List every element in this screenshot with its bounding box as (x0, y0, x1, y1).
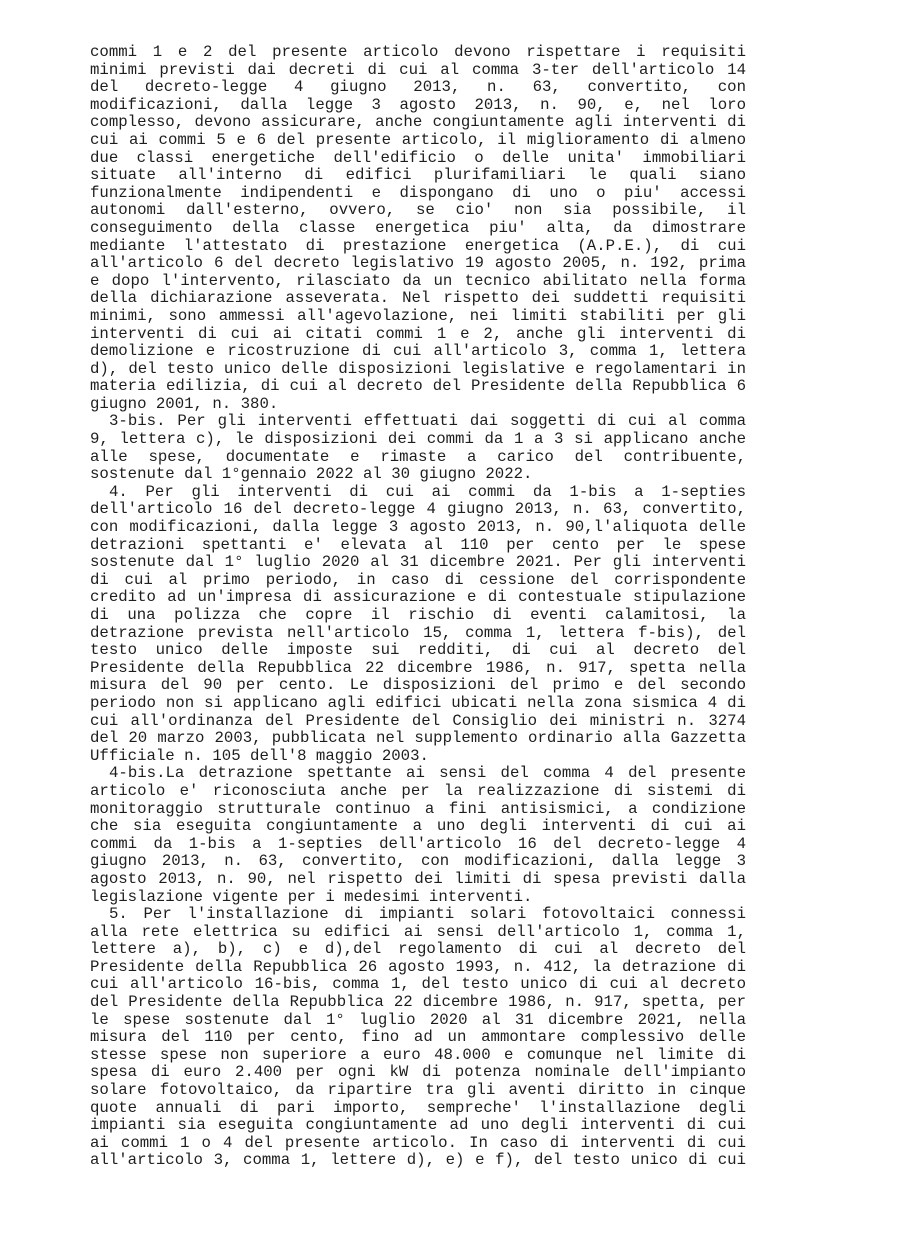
text-line: alle spese, documentate e rimaste a carico del contribuente, (90, 447, 746, 466)
text-line: di una polizza che copre il rischio di eventi calamitosi, la (90, 606, 746, 624)
text-line: 5. Per l'installazione di impianti solari fotovoltaici connessi (109, 905, 746, 924)
text-line: monitoraggio strutturale continuo a fini antisismici, a condizione (90, 799, 746, 818)
text-line: interventi di cui ai citati commi 1 e 2, anche gli interventi di (90, 324, 746, 343)
text-line: cui all'articolo 16-bis, comma 1, del testo unico di cui al decreto (90, 975, 746, 994)
text-line: misura del 90 per cento. Le disposizioni del primo e del secondo (90, 676, 746, 695)
text-line: all'articolo 6 del decreto legislativo 19 agosto 2005, n. 192, prima (90, 254, 746, 273)
text-line: del Presidente della Repubblica 22 dicembre 1986, n. 917, spetta, per (90, 993, 746, 1012)
legal-text-block (90, 44, 746, 1170)
text-line: di cui al primo periodo, in caso di cessione del corrispondente (90, 570, 746, 589)
text-line: 3-bis. Per gli interventi effettuati dai soggetti di cui al comma (109, 412, 746, 431)
text-line: complesso, devono assicurare, anche congiuntamente agli interventi di (90, 113, 746, 132)
text-line: materia edilizia, di cui al decreto del Presidente della Repubblica 6 (90, 377, 746, 396)
text-line: sostenute dal 1°gennaio 2022 al 30 giugno 2022. (90, 465, 533, 484)
text-line: due classi energetiche dell'edificio o delle unita' immobiliari (90, 148, 746, 167)
text-line: commi da 1-bis a 1-septies dell'articolo 16 del decreto-legge 4 (90, 834, 746, 853)
text-line: demolizione e ricostruzione di cui all'articolo 3, comma 1, lettera (90, 342, 746, 361)
text-line: credito ad un'impresa di assicurazione e di contestuale stipulazione (90, 588, 746, 607)
text-line: le spese sostenute dal 1° luglio 2020 al 31 dicembre 2021, nella (90, 1010, 746, 1029)
text-line: Presidente della Repubblica 26 agosto 1993, n. 412, la detrazione di (90, 957, 746, 976)
text-line: articolo e' riconosciuta anche per la realizzazione di sistemi di (90, 781, 746, 800)
text-line: ai commi 1 o 4 del presente articolo. In caso di interventi di cui (90, 1133, 746, 1152)
text-line: testo unico delle imposte sui redditi, di cui al decreto del (90, 641, 746, 660)
text-line: cui all'ordinanza del Presidente del Consiglio dei ministri n. 3274 (90, 711, 746, 730)
text-line: solare fotovoltaico, da ripartire tra gli aventi diritto in cinque (90, 1081, 746, 1100)
text-line: modificazioni, dalla legge 3 agosto 2013, n. 90, e, nel loro (90, 95, 746, 114)
text-line: spesa di euro 2.400 per ogni kW di potenza nominale dell'impianto (90, 1063, 746, 1082)
text-line: che sia eseguita congiuntamente a uno degli interventi di cui ai (90, 817, 746, 836)
text-line: con modificazioni, dalla legge 3 agosto 2013, n. 90,l'aliquota delle (90, 518, 746, 537)
text-line: commi 1 e 2 del presente articolo devono rispettare i requisiti (90, 43, 746, 61)
text-line: conseguimento della classe energetica piu' alta, da dimostrare (90, 218, 746, 237)
text-line: situate all'interno di edifici plurifamiliari le quali siano (90, 166, 746, 185)
text-line: autonomi dall'esterno, ovvero, se cio' non sia possibile, il (90, 201, 746, 220)
text-line: all'articolo 3, comma 1, lettere d), e) e f), del testo unico di cui (90, 1151, 746, 1170)
text-line: minimi previsti dai decreti di cui al comma 3-ter dell'articolo 14 (90, 60, 746, 79)
text-line: giugno 2001, n. 380. (90, 394, 279, 413)
text-line: del 20 marzo 2003, pubblicata nel supplemento ordinario alla Gazzetta (90, 729, 746, 748)
text-line: Ufficiale n. 105 dell'8 maggio 2003. (90, 746, 429, 765)
text-line: 9, lettera c), le disposizioni dei commi da 1 a 3 si applicano anche (90, 430, 746, 449)
text-line: 4. Per gli interventi di cui ai commi da 1-bis a 1-septies (109, 482, 746, 501)
text-line: 4-bis.La detrazione spettante ai sensi del comma 4 del presente (109, 764, 746, 783)
text-line: del decreto-legge 4 giugno 2013, n. 63, convertito, con (90, 78, 746, 97)
text-line: Presidente della Repubblica 22 dicembre 1986, n. 917, spetta nella (90, 658, 746, 677)
text-line: periodo non si applicano agli edifici ubicati nella zona sismica 4 di (90, 693, 746, 712)
text-line: sostenute dal 1° luglio 2020 al 31 dicembre 2021. Per gli interventi (90, 553, 746, 572)
text-line: stesse spese non superiore a euro 48.000 e comunque nel limite di (90, 1045, 746, 1064)
text-line: giugno 2013, n. 63, convertito, con modificazioni, dalla legge 3 (90, 852, 746, 871)
text-line: detrazione prevista nell'articolo 15, comma 1, lettera f-bis), del (90, 623, 746, 642)
text-line: d), del testo unico delle disposizioni legislative e regolamentari in (90, 359, 746, 378)
text-line: cui ai commi 5 e 6 del presente articolo, il miglioramento di almeno (90, 130, 746, 149)
text-line: detrazioni spettanti e' elevata al 110 per cento per le spese (90, 535, 746, 554)
text-line: della dichiarazione asseverata. Nel rispetto dei suddetti requisiti (90, 289, 746, 308)
text-line: alla rete elettrica su edifici ai sensi dell'articolo 1, comma 1, (90, 922, 746, 941)
text-line: legislazione vigente per i medesimi interventi. (90, 887, 533, 906)
text-line: e dopo l'intervento, rilasciato da un tecnico abilitato nella forma (90, 271, 746, 290)
text-line: funzionalmente indipendenti e dispongano di uno o piu' accessi (90, 183, 746, 202)
text-line: impianti sia eseguita congiuntamente ad uno degli interventi di cui (90, 1116, 746, 1135)
text-line: dell'articolo 16 del decreto-legge 4 giugno 2013, n. 63, convertito, (90, 500, 746, 519)
text-line: mediante l'attestato di prestazione energetica (A.P.E.), di cui (90, 236, 746, 255)
text-line: misura del 110 per cento, fino ad un ammontare complessivo delle (90, 1028, 746, 1047)
text-line: lettere a), b), c) e d),del regolamento di cui al decreto del (90, 940, 746, 959)
text-line: agosto 2013, n. 90, nel rispetto dei limiti di spesa previsti dalla (90, 869, 746, 888)
text-line: quote annuali di pari importo, sempreche' l'installazione degli (90, 1098, 746, 1117)
text-line: minimi, sono ammessi all'agevolazione, nei limiti stabiliti per gli (90, 306, 746, 325)
